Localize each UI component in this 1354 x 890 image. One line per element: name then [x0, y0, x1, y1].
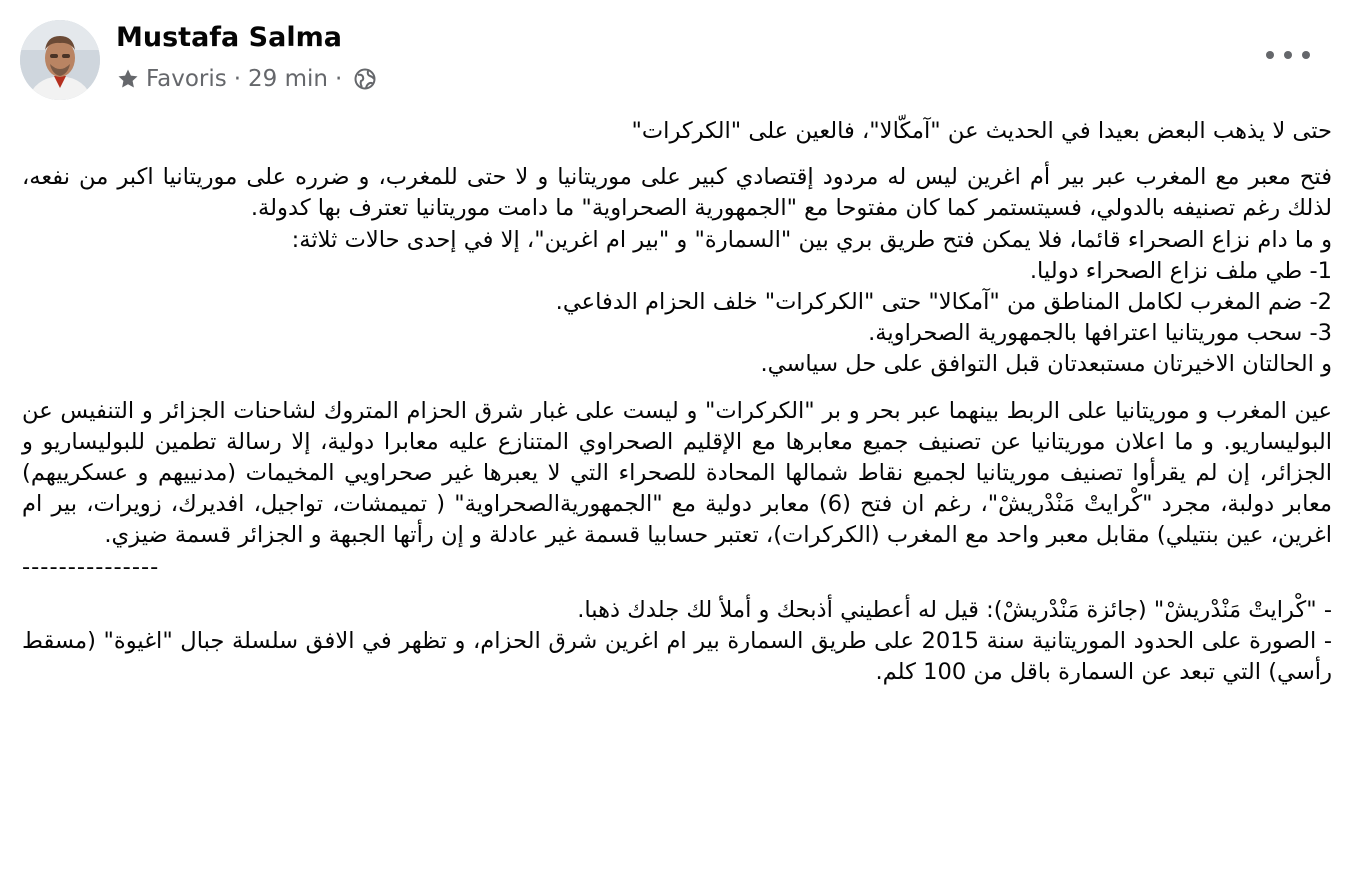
- meta-separator: ·: [233, 66, 242, 92]
- post-timestamp[interactable]: 29 min: [248, 66, 328, 92]
- post-paragraph-1: حتى لا يذهب البعض بعيدا في الحديث عن "آمكّالا"، فالعين على "الكركرات": [631, 118, 1332, 144]
- author-name[interactable]: Mustafa Salma: [116, 22, 342, 53]
- globe-icon[interactable]: [353, 67, 377, 91]
- post-paragraph-2: فتح معبر مع المغرب عبر بير أم اغرين ليس له مردود إقتصادي كبير على موريتانيا و لا حتى للمغرب، و ضرره على موريتانيا اكبر من نفعه، لذلك رغم تصنيفه بالدولي، فسيتستمر كما كان مفتوحا مع "الجمهورية الصحراوية" ما دامت موريتانيا تعترف بها كدولة. و ما دام نزاع الصحراء قائما، فلا يمكن فتح طريق بري بين "السمارة" و "بير ام اغرين"، إلا في إحدى حالات ثلاثة: 1- طي ملف نزاع الصحراء دوليا. 2- ضم المغرب لكامل المناطق من "آمكالا" حتى "الكركرات" خلف الحزام الدفاعي. 3- سحب موريتانيا اعترافها بالجمهورية الصحراوية. و الحالتان الاخيرتان مستبعدتان قبل التوافق على حل سياسي.: [22, 164, 1332, 378]
- post-divider: ---------------: [22, 553, 160, 580]
- post-header: [20, 18, 1334, 102]
- post-text: [22, 116, 1332, 688]
- meta-separator-2: ·: [335, 66, 343, 92]
- avatar-photo: [20, 20, 100, 100]
- avatar[interactable]: [20, 20, 100, 100]
- more-options-button[interactable]: [1266, 40, 1310, 70]
- more-horizontal-icon-dot-2: [1302, 51, 1310, 59]
- post-paragraph-4: - "كْرايتْ مَنْدْريشْ" (جائزة مَنْدْريشْ): قيل له أعطيني أذبحك و أملأ لك جلدك ذهبا. - الصورة على الحدود الموريتانية سنة 2015 على طريق السمارة بير ام اغرين شرق الحزام، و تظهر في الافق سلسلة جبال "اغيوة" (مسقط رأسي) التي تبعد عن السمارة باقل من 100 كلم.: [22, 596, 1333, 686]
- post-meta: [116, 64, 377, 94]
- more-horizontal-icon-dot: [1284, 51, 1292, 59]
- audience-label[interactable]: Favoris: [146, 66, 227, 92]
- post-paragraph-3: عين المغرب و موريتانيا على الربط بينهما عبر بحر و بر "الكركرات" و ليست على غبار شرق الحزام المتروك لشاحنات الجزائر و التنفيس عن البوليساريو. و ما اعلان موريتانيا عن تصنيف جميع معابرها مع الإقليم الصحراوي المتنازع عليه معابرا دولية، إلا رسالة تطمين للبوليساريو و الجزائر، إن لم يقرأوا تصنيف موريتانيا لجميع نقاط شمالها المحادة للصحراء التي لا يعبرها غير صحراويي المخيمات (مدنييهم و عسكرييهم) معابر دولبة، مجرد "كْرايتْ مَنْدْريشْ"، رغم ان فتح (6) معابر دولية مع "الجمهوريةالصحراوية" ( تميمشات، تواجيل، افديرك، زويرات، بير ام اغرين، عين بنتيلي) مقابل معبر واحد مع المغرب (الكركرات)، تعتبر حسابيا قسمة غير عادلة و إن رأتها الجبهة و الجزائر قسمة ضيزي.: [22, 397, 1332, 549]
- more-horizontal-icon: [1266, 51, 1274, 59]
- star-icon: [116, 67, 140, 91]
